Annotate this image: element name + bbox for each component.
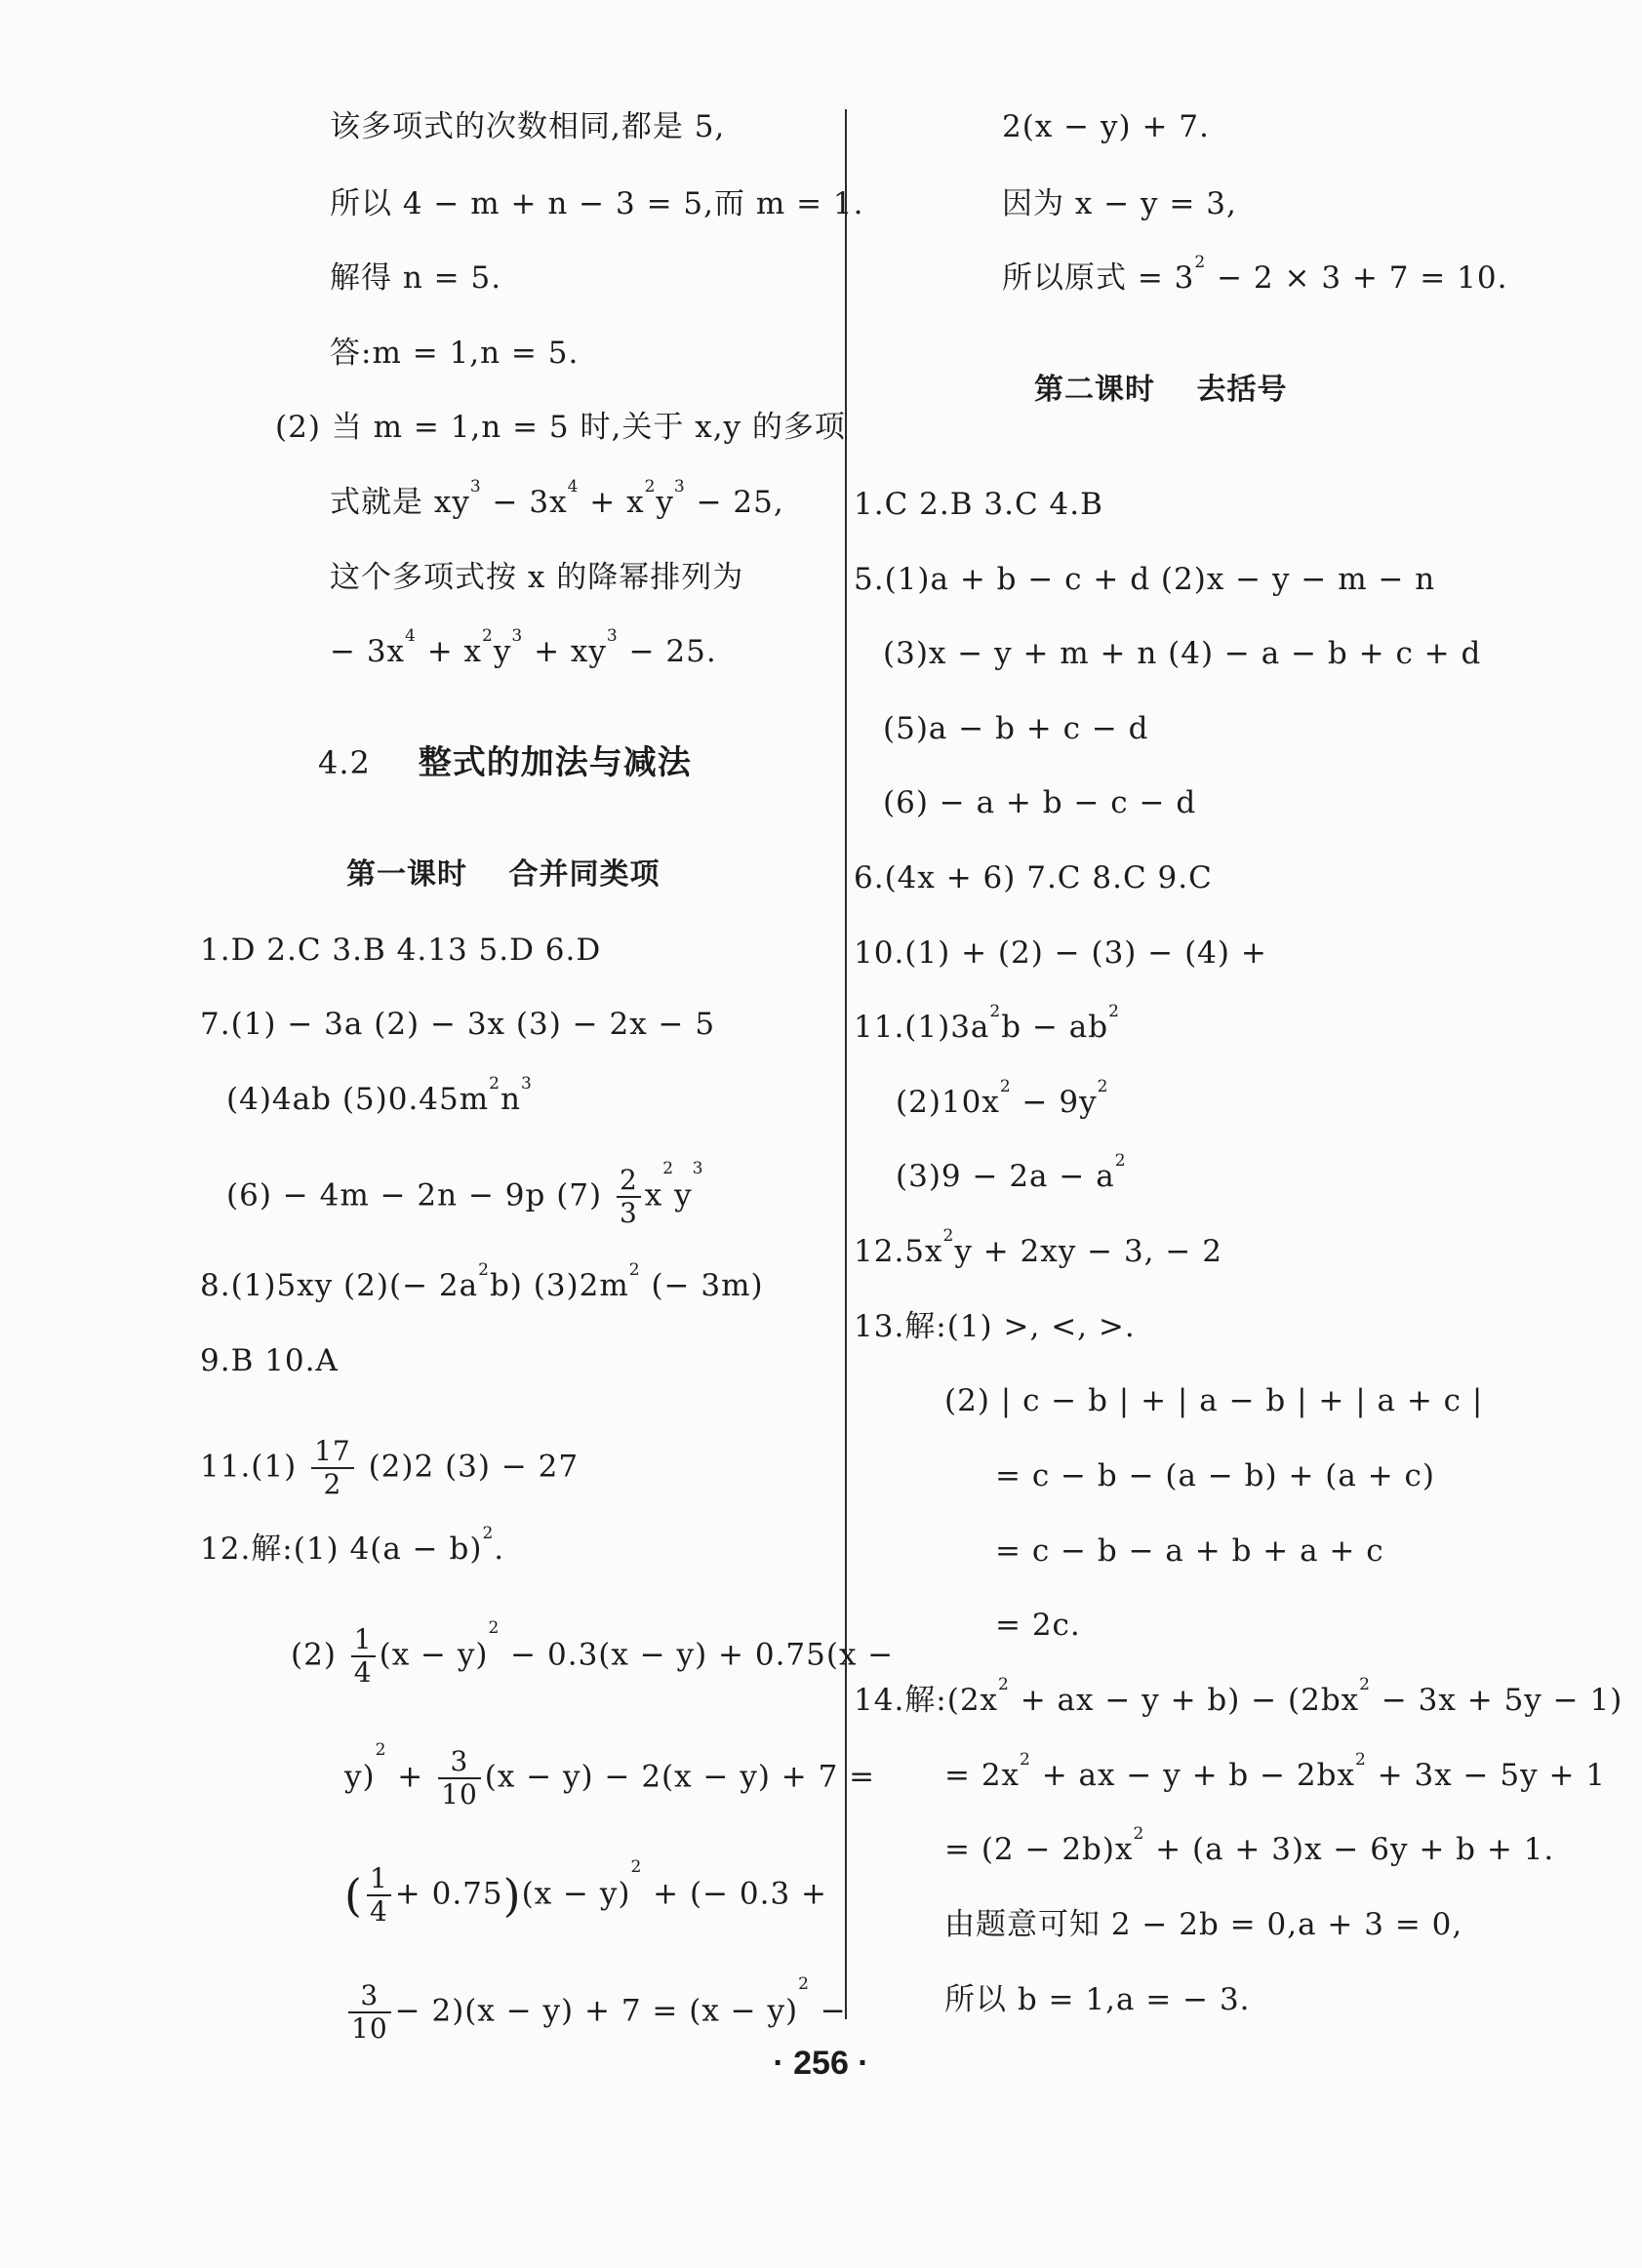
- answers-1-6: 1.D 2.C 3.B 4.13 5.D 6.D: [200, 933, 602, 968]
- answer-13-row-2: (2) | c − b | + | a − b | + | a + c |: [944, 1383, 1484, 1418]
- answer-14-row-4: 由题意可知 2 − 2b = 0,a + 3 = 0,: [944, 1907, 1463, 1942]
- answer-11: 11.(1) $\frac{17}{2}$ (2)2 (3) − 27: [200, 1435, 580, 1501]
- answers-9-10: 9.B 10.A: [200, 1343, 339, 1378]
- left-line-7: 这个多项式按 x 的降幂排列为: [330, 560, 744, 595]
- answer-5-row-4: (6) − a + b − c − d: [883, 785, 1197, 820]
- answer-5-row-2: (3)x − y + m + n (4) − a − b + c + d: [883, 636, 1482, 671]
- answer-13-row-1: 13.解:(1) >, <, >.: [854, 1309, 1136, 1344]
- fraction-three-tenths-2: $\frac{3}{10}$: [348, 1980, 391, 2045]
- left-line-4: 答:m = 1,n = 5.: [330, 336, 580, 371]
- right-line-1: 2(x − y) + 7.: [1002, 109, 1210, 144]
- answer-13-row-5: = 2c.: [995, 1608, 1081, 1643]
- left-line-2: 所以 4 − m + n − 3 = 5,而 m = 1.: [330, 186, 864, 221]
- fraction-two-thirds: $\frac{2}{3}$: [617, 1165, 641, 1229]
- answer-13-row-4: = c − b − a + b + a + c: [995, 1533, 1384, 1569]
- left-line-8: − $3x^4 + x^2y^3 + xy^3 - 25$.: [330, 626, 717, 669]
- fraction-one-quarter-2: $\frac{1}{4}$: [367, 1863, 391, 1928]
- answer-7-row-3: (6) − 4m − 2n − 9p (7) $\frac{2}{3}$ $x^2y^3$: [226, 1159, 704, 1230]
- answer-14-row-3: = $(2 - 2b)x^2 + (a + 3)x - 6y + b + 1$.: [944, 1824, 1555, 1867]
- answer-8: 8.(1)5xy $(2)(- 2a^2b)$ $(3)2m^2$ (− 3m): [200, 1260, 764, 1303]
- lesson-1-heading: 第一课时 合并同类项: [346, 857, 661, 892]
- left-line-5: (2) 当 m = 1,n = 5 时,关于 x,y 的多项: [275, 410, 846, 445]
- answer-13-row-3: = c − b − (a − b) + (a + c): [995, 1458, 1435, 1493]
- left-line-3: 解得 n = 5.: [330, 260, 502, 296]
- right-line-2: 因为 x − y = 3,: [1002, 186, 1237, 221]
- answer-12-part-1: 12.解:(1) $4(a - b)^2$.: [200, 1524, 505, 1567]
- answer-12: $12.5x^2y + 2xy - 3$, − 2: [854, 1226, 1222, 1269]
- answer-12-part-2-row-2: y)$^2$ + $\frac{3}{10}$ (x − y) − 2(x − y) + 7 =: [344, 1740, 876, 1811]
- answer-11-row-1: $11.(1)3a^2b - ab^2$: [854, 1002, 1120, 1045]
- answer-14-row-1: 14.解$:(2x^2$ + ax − $y + b) - (2bx^2 - 3x + 5y - 1)$: [854, 1675, 1623, 1718]
- lesson-2-heading: 第二课时 去括号: [1034, 373, 1288, 407]
- answer-11-row-3: $(3)9 - 2a - a^2$: [896, 1151, 1127, 1194]
- section-heading: 4.2 整式的加法与减法: [318, 743, 692, 782]
- page-number: · 256 ·: [773, 2045, 869, 2082]
- right-line-3: 所以原式 = $3^2 - 2 \times 3 + 7 = 10$.: [1002, 253, 1508, 296]
- column-divider: [845, 109, 847, 2019]
- answer-14-row-2: = $2x^2$ + ax − $y + b - 2bx^2 + 3x - 5y + 1$: [944, 1750, 1607, 1793]
- fraction-three-tenths: $\frac{3}{10}$: [438, 1746, 481, 1810]
- answer-12-part-2-row-1: (2) $\frac{1}{4}$ $(x - y)^2 - 0.3(x - y) + 0.75(x$ −: [291, 1618, 895, 1690]
- left-line-6: 式就是 $xy^3 - 3x^4 + x^2y^3 - 25$,: [330, 477, 784, 520]
- left-line-1: 该多项式的次数相同,都是 5,: [330, 109, 726, 144]
- answer-11-row-2: $(2)10x^2 - 9y^2$: [896, 1077, 1109, 1120]
- answer-10: 10.(1) + (2) − (3) − (4) +: [854, 935, 1267, 971]
- answer-7-row-1: 7.(1) − 3a (2) − 3x (3) − 2x − 5: [200, 1007, 716, 1042]
- answer-5-row-3: (5)a − b + c − d: [883, 711, 1149, 746]
- answers-r-1-4: 1.C 2.B 3.C 4.B: [854, 487, 1103, 522]
- fraction-one-quarter: $\frac{1}{4}$: [351, 1624, 376, 1689]
- answer-12-part-2-row-4: $\frac{3}{10}$ − $2)(x - y) + 7 = (x - y)^2$ −: [344, 1980, 847, 2045]
- answer-12-part-2-row-3: ( $\frac{1}{4}$ + $0.75)(x - y)^2$ + (− 0.3 +: [344, 1857, 828, 1929]
- answer-7-row-2: (4)4ab $(5)0.45m^2n^3$: [226, 1074, 533, 1117]
- answer-5-row-1: 5.(1)a + b − c + d (2)x − y − m − n: [854, 562, 1436, 597]
- answer-14-row-5: 所以 b = 1,a = − 3.: [944, 1982, 1251, 2017]
- answers-6-9: 6.(4x + 6) 7.C 8.C 9.C: [854, 860, 1213, 895]
- fraction-17-over-2: $\frac{17}{2}$: [311, 1436, 354, 1500]
